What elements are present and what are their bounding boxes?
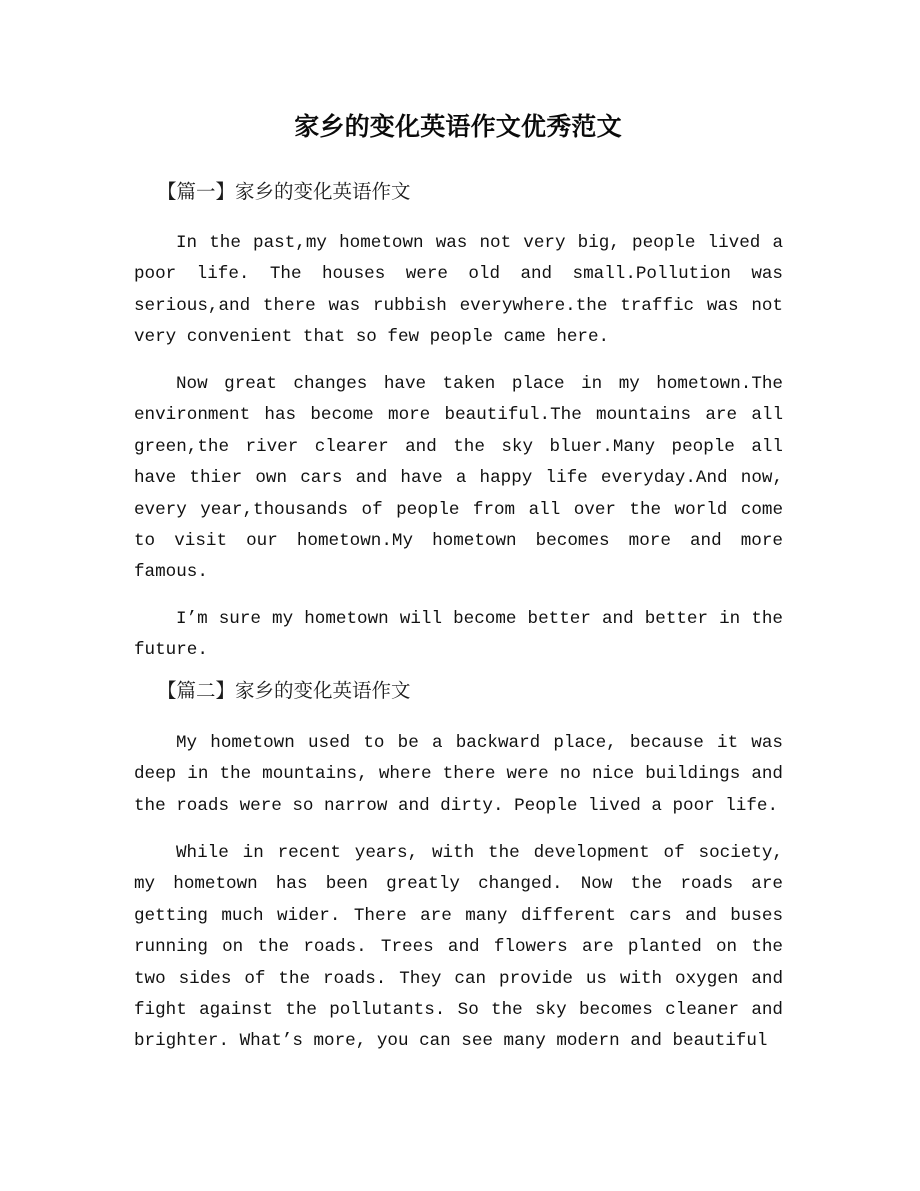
paragraph-text: My hometown used to be a backward place, because it was deep in the mountains, where there were no nice buildings and the roads were so narrow and dirty. People lived a poor life. [134, 733, 783, 816]
paragraph-text: Now great changes have taken place in my hometown.The environment has become more beautiful.The mountains are all green,the river clearer and the sky bluer.Many people all have thier own cars and have a happy life everyday.And now, every year,thousands of people from all over the world come to visit our hometown.My hometown becomes more and more famous. [134, 374, 783, 583]
paragraph-text: While in recent years, with the development of society, my hometown has been greatly changed. Now the roads are getting much wider. There are many different cars and buses running on the roads. Trees and flowers are planted on the two sides of the roads. They can provide us with oxygen and fight against the pollutants. So the sky becomes cleaner and brighter. What’s more, you can see many modern and beautiful [134, 843, 783, 1052]
page-title: 家乡的变化英语作文优秀范文 [294, 112, 622, 141]
section-heading-1: 【篇一】家乡的变化英语作文 [157, 180, 411, 203]
paragraph-2-2 [134, 838, 783, 1052]
section-heading-2: 【篇二】家乡的变化英语作文 [157, 679, 411, 702]
paragraph-text: I’m sure my hometown will become better and better in the future. [134, 609, 783, 661]
paragraph-1-1 [134, 228, 783, 354]
paragraph-1-3 [134, 604, 783, 667]
paragraph-text: In the past,my hometown was not very big, people lived a poor life. The houses were old and small.Pollution was serious,and there was rubbish everywhere.the traffic was not very convenient that so few people came here. [134, 233, 783, 348]
paragraph-1-2 [134, 369, 783, 589]
paragraph-2-1 [134, 728, 783, 822]
